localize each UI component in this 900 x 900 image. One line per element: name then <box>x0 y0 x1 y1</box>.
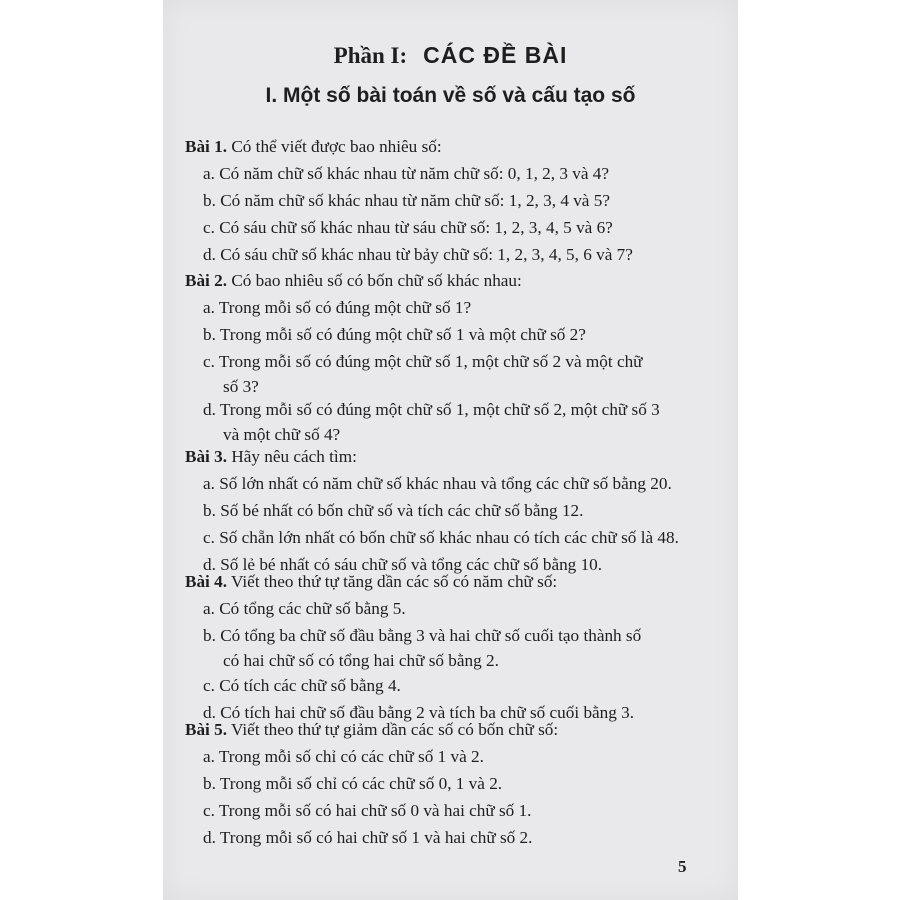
problem-item-continuation: số 3? <box>223 377 259 396</box>
problem-item: b. Số bé nhất có bốn chữ số và tích các chữ số bằng 12. <box>203 501 584 520</box>
problem-item: d. Có tích hai chữ số đầu bằng 2 và tích ba chữ số cuối bằng 3. <box>203 703 635 722</box>
part-title <box>163 42 738 69</box>
problem-item: c. Số chẵn lớn nhất có bốn chữ số khác nhau có tích các chữ số là 48. <box>203 528 679 547</box>
problem-item: a. Trong mỗi số chỉ có các chữ số 1 và 2. <box>203 747 484 766</box>
problem-text: Viết theo thứ tự giảm dần các số có bốn chữ số: <box>231 720 559 739</box>
problem-item: b. Có năm chữ số khác nhau từ năm chữ số: 1, 2, 3, 4 và 5? <box>203 191 610 210</box>
problem-item: d. Trong mỗi số có đúng một chữ số 1, một chữ số 2, một chữ số 3 <box>203 400 660 419</box>
page-number: 5 <box>678 857 687 876</box>
problem-item: c. Có tích các chữ số bằng 4. <box>203 676 401 695</box>
book-page <box>163 0 738 900</box>
problem-item: a. Có tổng các chữ số bằng 5. <box>203 599 406 618</box>
problem-item: b. Có tổng ba chữ số đầu bằng 3 và hai chữ số cuối tạo thành số <box>203 626 642 645</box>
problem-item: c. Trong mỗi số có hai chữ số 0 và hai chữ số 1. <box>203 801 532 820</box>
problem-heading <box>185 447 357 467</box>
problem-item: d. Số lẻ bé nhất có sáu chữ số và tổng các chữ số bằng 10. <box>203 555 603 574</box>
problem-heading <box>185 572 557 592</box>
problem-heading <box>185 720 558 740</box>
problem-item: a. Số lớn nhất có năm chữ số khác nhau và tổng các chữ số bằng 20. <box>203 474 672 493</box>
problem-text: Hãy nêu cách tìm: <box>231 447 357 466</box>
problem-item: c. Trong mỗi số có đúng một chữ số 1, một chữ số 2 và một chữ <box>203 352 643 371</box>
problem-item-continuation: và một chữ số 4? <box>223 425 341 444</box>
problem-text: Có thể viết được bao nhiêu số: <box>231 137 442 156</box>
problem-item: c. Có sáu chữ số khác nhau từ sáu chữ số: 1, 2, 3, 4, 5 và 6? <box>203 218 613 237</box>
problem-text: Có bao nhiêu số có bốn chữ số khác nhau: <box>231 271 522 290</box>
problem-item: b. Trong mỗi số chỉ có các chữ số 0, 1 và 2. <box>203 774 503 793</box>
problem-item-continuation: có hai chữ số có tổng hai chữ số bằng 2. <box>223 651 499 670</box>
part-title-rest: CÁC ĐỀ BÀI <box>423 42 568 68</box>
part-title-lead: Phần I: <box>333 43 408 68</box>
problem-item: b. Trong mỗi số có đúng một chữ số 1 và một chữ số 2? <box>203 325 586 344</box>
problem-item: a. Có năm chữ số khác nhau từ năm chữ số: 0, 1, 2, 3 và 4? <box>203 164 609 183</box>
problem-item: d. Trong mỗi số có hai chữ số 1 và hai chữ số 2. <box>203 828 533 847</box>
problem-label: Bài 4. <box>185 572 228 591</box>
problem-heading <box>185 137 442 157</box>
problem-text: Viết theo thứ tự tăng dần các số có năm chữ số: <box>231 572 558 591</box>
problem-label: Bài 3. <box>185 447 228 466</box>
section-title: I. Một số bài toán về số và cấu tạo số <box>265 84 636 107</box>
problem-item: d. Có sáu chữ số khác nhau từ bảy chữ số: 1, 2, 3, 4, 5, 6 và 7? <box>203 245 633 264</box>
problem-label: Bài 5. <box>185 720 228 739</box>
problem-item: a. Trong mỗi số có đúng một chữ số 1? <box>203 298 472 317</box>
problem-label: Bài 1. <box>185 137 228 156</box>
problem-heading <box>185 271 522 291</box>
problem-label: Bài 2. <box>185 271 228 290</box>
